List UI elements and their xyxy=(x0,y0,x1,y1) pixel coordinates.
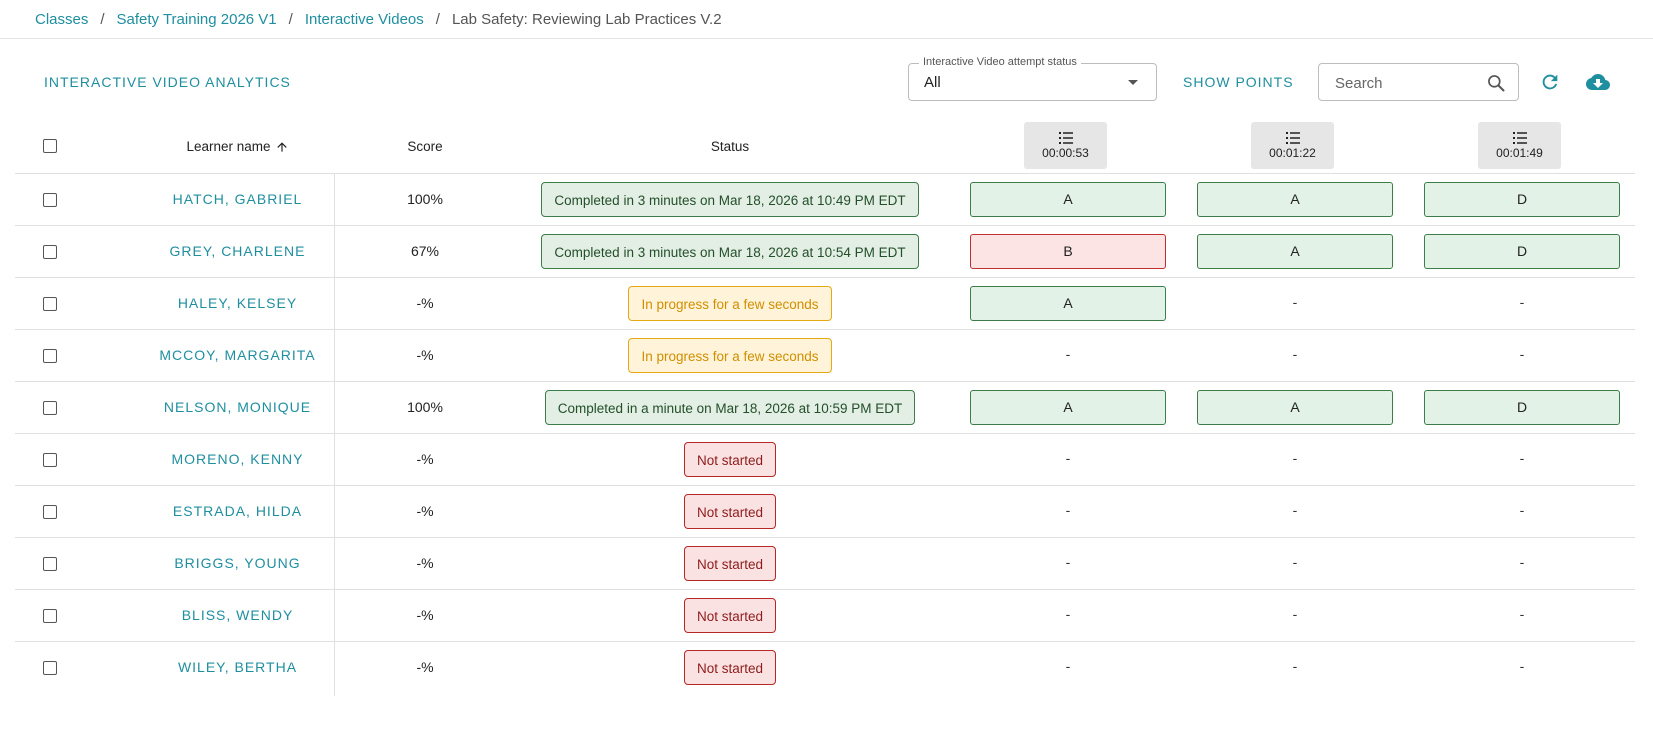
search-icon[interactable] xyxy=(1486,73,1506,93)
question-timestamp: 00:01:22 xyxy=(1269,145,1316,160)
row-select-checkbox[interactable] xyxy=(43,505,57,519)
score-value: 100% xyxy=(407,399,443,415)
answer-cell[interactable]: D xyxy=(1424,390,1620,425)
analytics-table xyxy=(15,112,1635,693)
breadcrumb-classes[interactable]: Classes xyxy=(35,10,89,28)
status-cell xyxy=(530,182,930,217)
page-title: INTERACTIVE VIDEO ANALYTICS xyxy=(44,74,291,90)
score-value: -% xyxy=(416,347,434,363)
list-icon xyxy=(1286,132,1300,144)
answer-cell: - xyxy=(1292,554,1298,570)
learner-name-link[interactable]: MORENO, KENNY xyxy=(171,451,304,467)
learner-name-link[interactable]: ESTRADA, HILDA xyxy=(172,503,303,519)
status-cell xyxy=(530,650,930,685)
answer-cell: - xyxy=(1065,450,1071,466)
score-value: -% xyxy=(416,295,434,311)
attempt-status-value: All xyxy=(924,74,941,91)
column-divider xyxy=(334,173,335,696)
table-row xyxy=(15,174,1635,226)
answer-cell: - xyxy=(1292,346,1298,362)
answer-cell: - xyxy=(1519,346,1525,362)
row-select-checkbox[interactable] xyxy=(43,193,57,207)
answer-cell[interactable]: A xyxy=(1197,234,1393,269)
row-select-checkbox[interactable] xyxy=(43,297,57,311)
answer-cell: - xyxy=(1519,450,1525,466)
search-box xyxy=(1318,63,1519,101)
question-header-3[interactable] xyxy=(1478,122,1561,169)
table-row xyxy=(15,538,1635,590)
status-badge: Not started xyxy=(684,494,776,529)
answer-cell: - xyxy=(1519,658,1525,674)
score-value: -% xyxy=(416,503,434,519)
answer-cell: - xyxy=(1065,554,1071,570)
answer-cell: - xyxy=(1292,294,1298,310)
answer-cell[interactable]: B xyxy=(970,234,1166,269)
learner-name-link[interactable]: NELSON, MONIQUE xyxy=(163,399,312,415)
question-header-1[interactable] xyxy=(1024,122,1107,169)
question-header-2[interactable] xyxy=(1251,122,1334,169)
score-header: Score xyxy=(407,139,443,154)
status-badge: Not started xyxy=(684,598,776,633)
row-select-checkbox[interactable] xyxy=(43,349,57,363)
status-cell xyxy=(530,598,930,633)
answer-cell[interactable]: A xyxy=(1197,390,1393,425)
table-row xyxy=(15,278,1635,330)
table-row xyxy=(15,382,1635,434)
status-cell xyxy=(530,494,930,529)
answer-cell: - xyxy=(1292,502,1298,518)
answer-cell[interactable]: D xyxy=(1424,234,1620,269)
select-all-checkbox[interactable] xyxy=(43,139,57,153)
answer-cell: - xyxy=(1292,450,1298,466)
learner-name-link[interactable]: MCCOY, MARGARITA xyxy=(159,347,316,363)
answer-cell[interactable]: A xyxy=(1197,182,1393,217)
status-badge: Completed in 3 minutes on Mar 18, 2026 at 10:49 PM EDT xyxy=(541,182,918,217)
table-row xyxy=(15,226,1635,278)
score-value: -% xyxy=(416,659,434,675)
caret-down-icon xyxy=(1128,80,1138,85)
status-badge: Completed in 3 minutes on Mar 18, 2026 at 10:54 PM EDT xyxy=(541,234,918,269)
row-select-checkbox[interactable] xyxy=(43,453,57,467)
refresh-icon[interactable] xyxy=(1539,71,1561,93)
score-value: -% xyxy=(416,451,434,467)
learner-name-header[interactable] xyxy=(115,139,360,154)
score-value: -% xyxy=(416,607,434,623)
list-icon xyxy=(1513,132,1527,144)
answer-cell[interactable]: A xyxy=(970,286,1166,321)
table-row xyxy=(15,590,1635,642)
status-badge: Completed in a minute on Mar 18, 2026 at 10:59 PM EDT xyxy=(545,390,915,425)
answer-cell: - xyxy=(1292,606,1298,622)
learner-name-link[interactable]: BLISS, WENDY xyxy=(181,607,294,623)
answer-cell: - xyxy=(1065,606,1071,622)
question-timestamp: 00:01:49 xyxy=(1496,145,1543,160)
table-row xyxy=(15,642,1635,693)
table-row xyxy=(15,330,1635,382)
breadcrumb-separator: / xyxy=(435,10,440,28)
status-badge: In progress for a few seconds xyxy=(628,286,831,321)
question-timestamp: 00:00:53 xyxy=(1042,145,1089,160)
breadcrumb-current: Lab Safety: Reviewing Lab Practices V.2 xyxy=(451,10,722,28)
answer-cell: - xyxy=(1065,346,1071,362)
status-cell xyxy=(530,286,930,321)
answer-cell: - xyxy=(1519,294,1525,310)
score-value: 100% xyxy=(407,191,443,207)
answer-cell: - xyxy=(1065,658,1071,674)
header-divider xyxy=(0,38,1653,39)
attempt-status-label: Interactive Video attempt status xyxy=(919,56,1081,68)
score-value: 67% xyxy=(410,243,440,259)
row-select-checkbox[interactable] xyxy=(43,245,57,259)
row-select-checkbox[interactable] xyxy=(43,557,57,571)
learner-name-header-label: Learner name xyxy=(186,139,271,154)
row-select-checkbox[interactable] xyxy=(43,401,57,415)
answer-cell[interactable]: A xyxy=(970,390,1166,425)
answer-cell: - xyxy=(1519,606,1525,622)
table-row xyxy=(15,486,1635,538)
breadcrumb-interactive-videos[interactable]: Interactive Videos xyxy=(304,10,424,28)
breadcrumb-separator: / xyxy=(100,10,105,28)
list-icon xyxy=(1059,132,1073,144)
answer-cell: - xyxy=(1065,502,1071,518)
breadcrumb-course[interactable]: Safety Training 2026 V1 xyxy=(116,10,277,28)
status-header: Status xyxy=(710,139,750,154)
row-select-checkbox[interactable] xyxy=(43,661,57,675)
learner-name-link[interactable]: HALEY, KELSEY xyxy=(177,295,298,311)
attempt-status-select[interactable] xyxy=(908,56,1157,101)
table-row xyxy=(15,434,1635,486)
status-cell xyxy=(530,442,930,477)
status-badge: Not started xyxy=(684,650,776,685)
answer-cell[interactable]: A xyxy=(970,182,1166,217)
row-select-checkbox[interactable] xyxy=(43,609,57,623)
answer-cell: - xyxy=(1519,554,1525,570)
breadcrumb-separator: / xyxy=(288,10,293,28)
show-points-button[interactable]: SHOW POINTS xyxy=(1183,74,1294,90)
score-value: -% xyxy=(416,555,434,571)
status-cell xyxy=(530,338,930,373)
learner-name-link[interactable]: WILEY, BERTHA xyxy=(177,659,298,675)
status-cell xyxy=(530,390,930,425)
status-badge: Not started xyxy=(684,546,776,581)
learner-name-link[interactable]: GREY, CHARLENE xyxy=(169,243,306,259)
status-badge: Not started xyxy=(684,442,776,477)
search-input[interactable] xyxy=(1333,72,1487,94)
sort-ascending-icon xyxy=(275,140,289,154)
status-cell xyxy=(530,546,930,581)
table-body xyxy=(15,174,1635,693)
cloud-download-icon[interactable] xyxy=(1585,70,1611,94)
status-badge: In progress for a few seconds xyxy=(628,338,831,373)
status-cell xyxy=(530,234,930,269)
learner-name-link[interactable]: BRIGGS, YOUNG xyxy=(174,555,301,571)
breadcrumb xyxy=(35,0,722,38)
answer-cell[interactable]: D xyxy=(1424,182,1620,217)
learner-name-link[interactable]: HATCH, GABRIEL xyxy=(172,191,303,207)
table-header xyxy=(15,112,1635,174)
answer-cell: - xyxy=(1519,502,1525,518)
answer-cell: - xyxy=(1292,658,1298,674)
